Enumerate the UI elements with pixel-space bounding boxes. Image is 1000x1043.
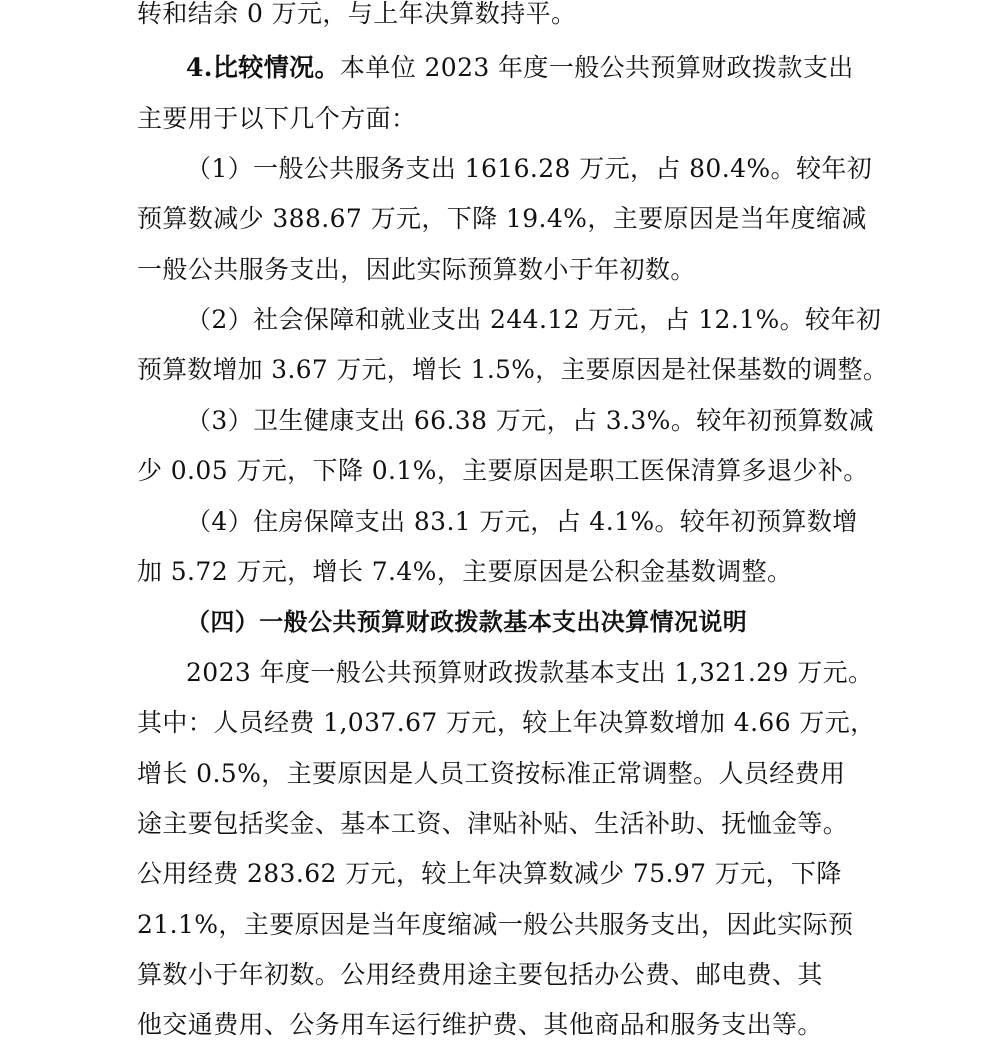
text-span: 本单位 2023 年度一般公共预算财政拨款支出 (339, 53, 854, 82)
text-line: 主要用于以下几个方面： (137, 104, 417, 133)
text-line: （4）住房保障支出 83.1 万元，占 4.1%。较年初预算数增 (186, 507, 858, 536)
text-line: 途主要包括奖金、基本工资、津贴补贴、生活补助、抚恤金等。 (137, 809, 849, 838)
text-line: （3）卫生健康支出 66.38 万元，占 3.3%。较年初预算数减 (186, 406, 875, 435)
text-line: 算数小于年初数。公用经费用途主要包括办公费、邮电费、其 (137, 960, 823, 989)
text-line: 其中：人员经费 1,037.67 万元，较上年决算数增加 4.66 万元， (137, 708, 876, 737)
text-line: 加 5.72 万元，增长 7.4%，主要原因是公积金基数调整。 (137, 557, 793, 586)
text-line: 他交通费用、公务用车运行维护费、其他商品和服务支出等。 (137, 1010, 823, 1039)
text-line: 转和结余 0 万元，与上年决算数持平。 (137, 0, 577, 28)
comparison-paragraph-first-line (186, 52, 876, 84)
text-line: 一般公共服务支出，因此实际预算数小于年初数。 (137, 255, 696, 284)
text-line: 公用经费 283.62 万元，较上年决算数减少 75.97 万元，下降 (137, 859, 842, 888)
text-line: （2）社会保障和就业支出 244.12 万元，占 12.1%。较年初 (186, 305, 882, 334)
section-heading-comparison: 4.比较情况。 (186, 53, 340, 82)
text-line: 少 0.05 万元，下降 0.1%，主要原因是职工医保清算多退少补。 (137, 456, 869, 485)
text-line: 增长 0.5%，主要原因是人员工资按标准正常调整。人员经费用 (137, 759, 846, 788)
text-line: 预算数减少 388.67 万元，下降 19.4%，主要原因是当年度缩减 (137, 204, 867, 233)
section-heading-basic-expenditure: （四）一般公共预算财政拨款基本支出决算情况说明 (186, 607, 748, 636)
text-line: （1）一般公共服务支出 1616.28 万元，占 80.4%。较年初 (186, 154, 873, 183)
text-line: 21.1%，主要原因是当年度缩减一般公共服务支出，因此实际预 (137, 910, 854, 939)
text-line: 2023 年度一般公共预算财政拨款基本支出 1,321.29 万元。 (186, 658, 874, 687)
text-line: 预算数增加 3.67 万元，增长 1.5%，主要原因是社保基数的调整。 (137, 355, 889, 384)
